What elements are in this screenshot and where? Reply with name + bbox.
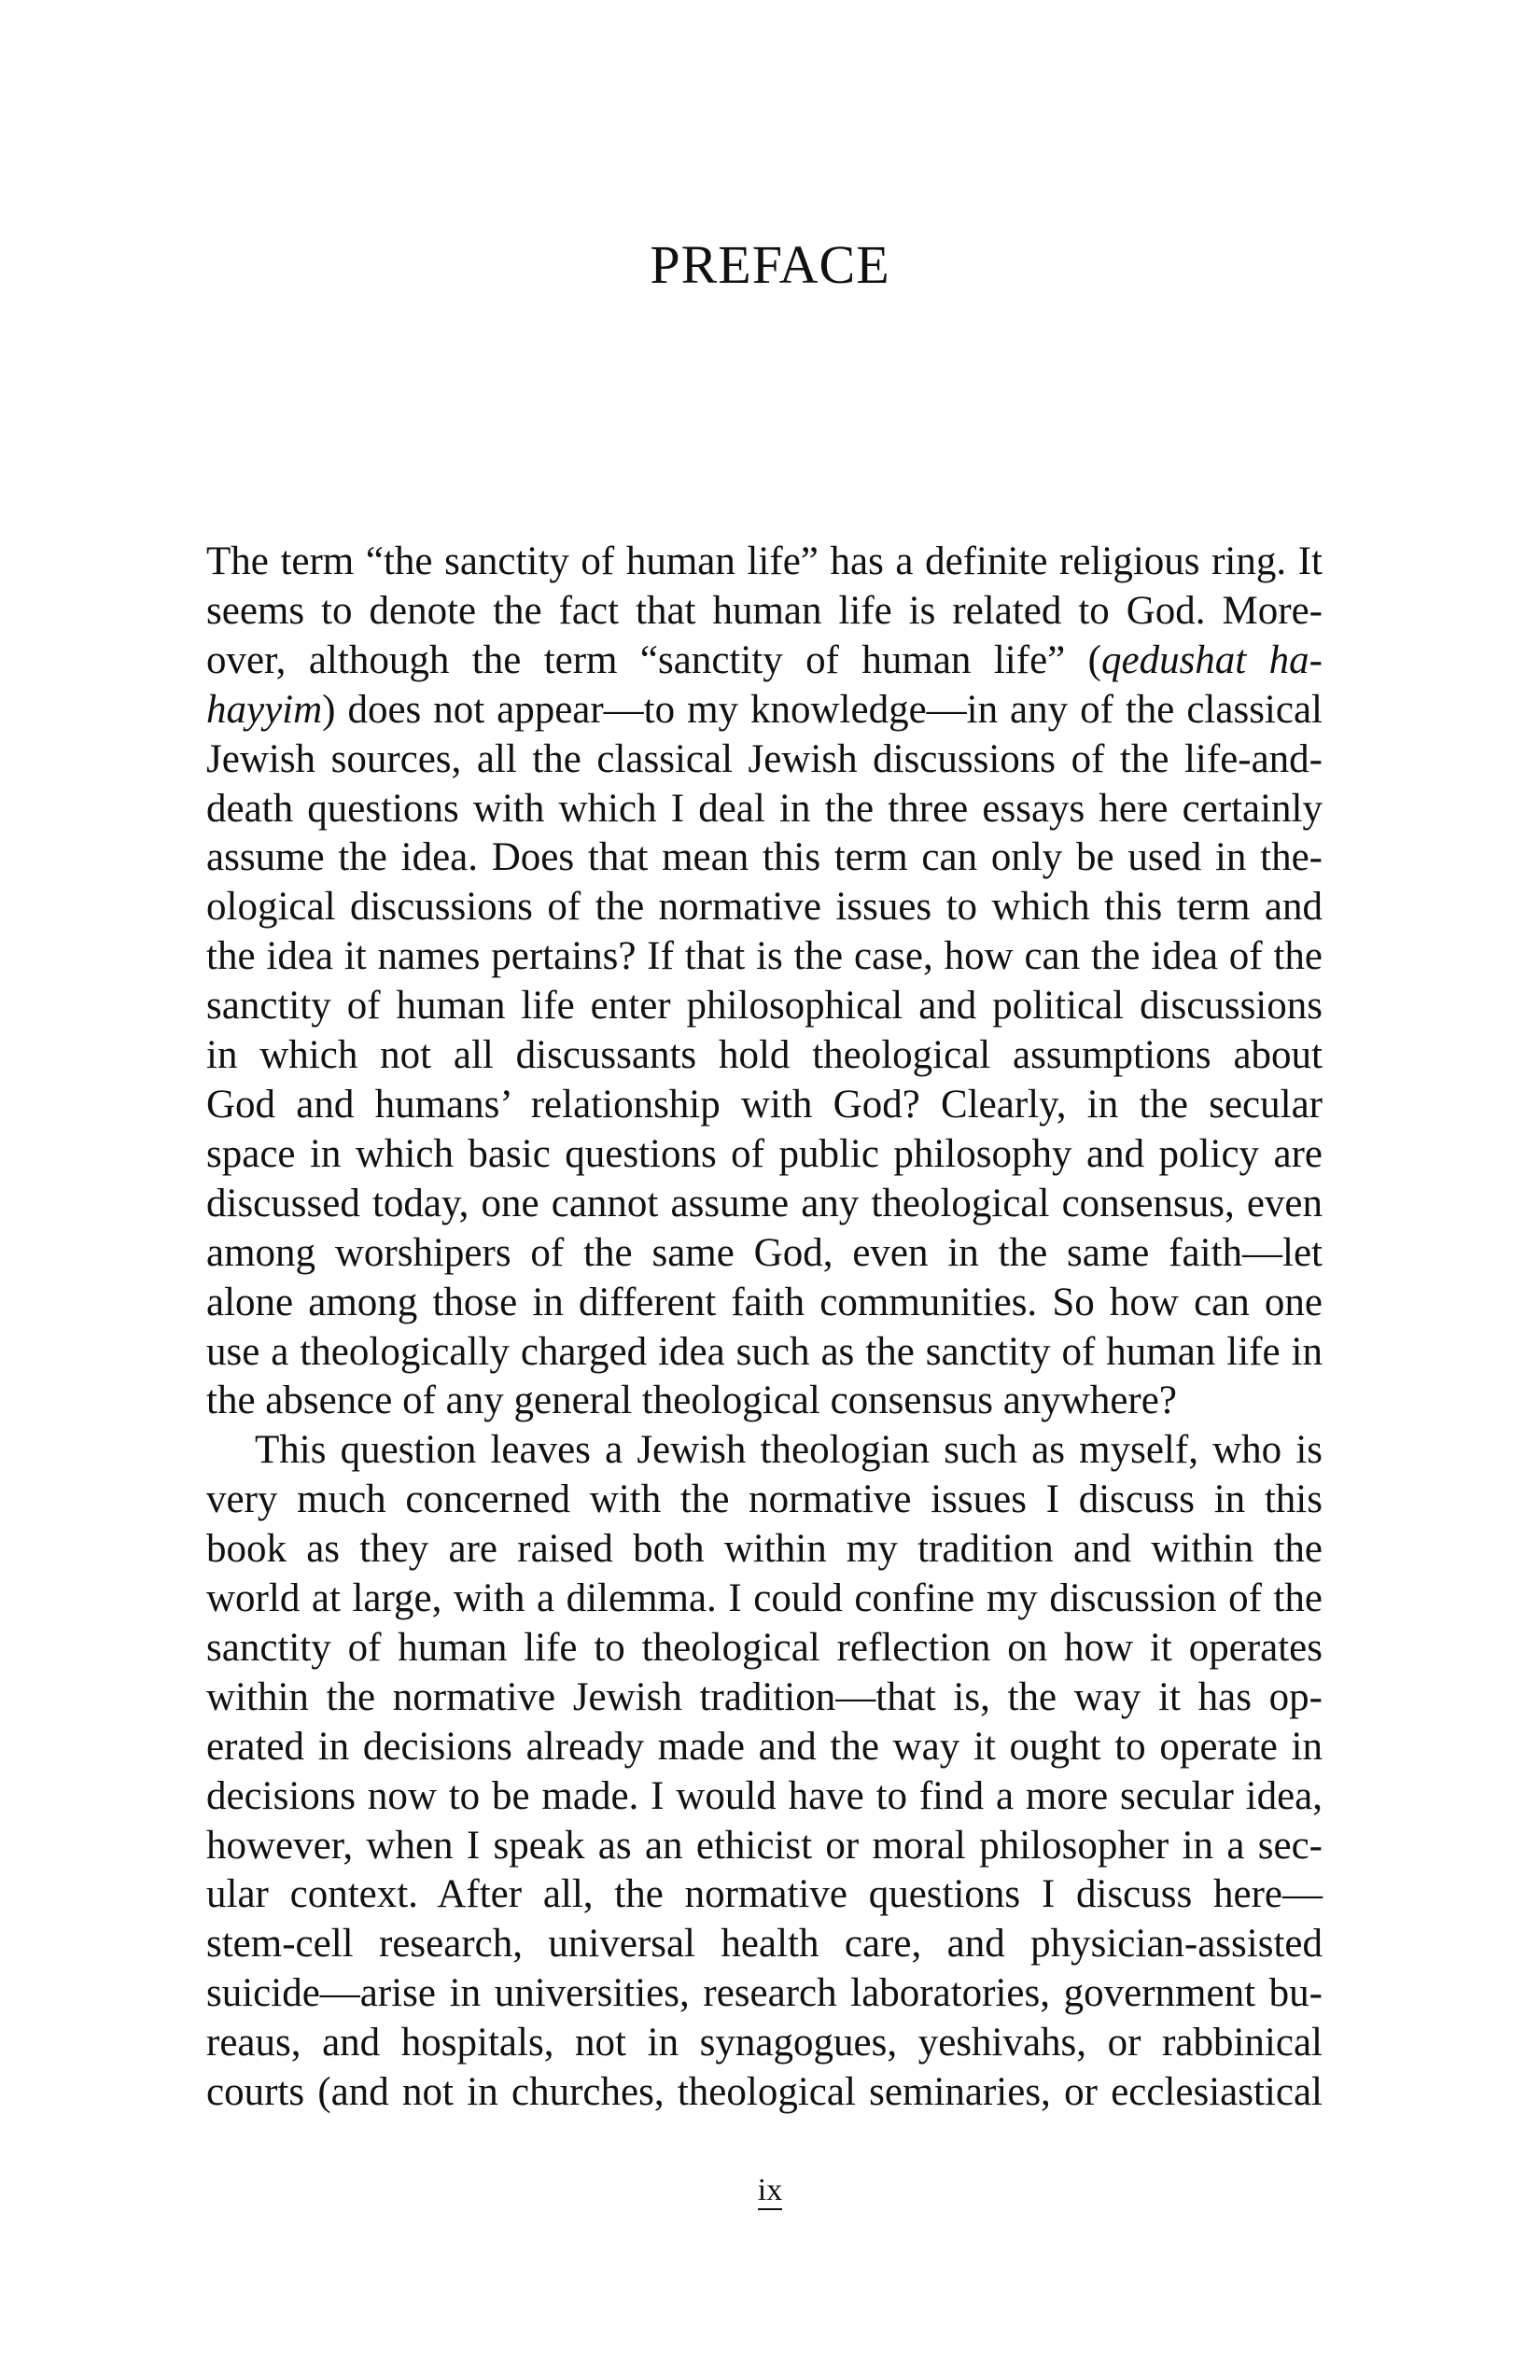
text-line: the absence of any general theological consensus anywhere? bbox=[206, 1379, 1177, 1423]
text-line: stem-cell research, universal health care, and physician-assisted bbox=[206, 1922, 1323, 1967]
text-line: world at large, with a dilemma. I could confine my discussion of the bbox=[206, 1576, 1323, 1621]
text-line: ological discussions of the normative issues to which this term and bbox=[206, 885, 1323, 930]
text-line: This question leaves a Jewish theologian such as myself, who is bbox=[255, 1428, 1323, 1473]
text-line: the idea it names pertains? If that is the case, how can the idea of the bbox=[206, 934, 1323, 979]
text-line: alone among those in different faith communities. So how can one bbox=[206, 1280, 1323, 1324]
text-line: space in which basic questions of public philosophy and policy are bbox=[206, 1131, 1323, 1176]
text-line: decisions now to be made. I would have to find a more secular idea, bbox=[206, 1773, 1323, 1818]
text-line: reaus, and hospitals, not in synagogues, yeshivahs, or rabbinical bbox=[206, 2021, 1323, 2065]
body-text bbox=[206, 538, 1323, 2118]
italic-term: hayyim bbox=[206, 687, 323, 732]
text-line: very much concerned with the normative issues I discuss in this bbox=[206, 1477, 1323, 1522]
text-line: discussed today, one cannot assume any theological consensus, even bbox=[206, 1181, 1323, 1225]
text-line: courts (and not in churches, theological seminaries, or ecclesiastical bbox=[206, 2070, 1323, 2115]
text-line: God and humans’ relationship with God? Clearly, in the secular bbox=[206, 1082, 1323, 1127]
italic-term: qedushat ha- bbox=[1100, 637, 1323, 682]
text-line: in which not all discussants hold theological assumptions about bbox=[206, 1033, 1323, 1078]
text-line: seems to denote the fact that human life is related to God. More- bbox=[206, 588, 1323, 633]
text-line: however, when I speak as an ethicist or moral philosopher in a sec- bbox=[206, 1823, 1323, 1868]
page-number bbox=[0, 2175, 1540, 2206]
text-line: among worshipers of the same God, even in the same faith—let bbox=[206, 1230, 1323, 1275]
text-line: Jewish sources, all the classical Jewish discussions of the life-and- bbox=[206, 736, 1323, 781]
text-line: use a theologically charged idea such as the sanctity of human life in bbox=[206, 1329, 1323, 1374]
text-line: suicide—arise in universities, research laboratories, government bu- bbox=[206, 1971, 1323, 2016]
text-line: ular context. After all, the normative questions I discuss here— bbox=[206, 1872, 1323, 1917]
text-line: erated in decisions already made and the way it ought to operate in bbox=[206, 1724, 1323, 1769]
text-line: hayyim) does not appear—to my knowledge—in any of the classical bbox=[206, 687, 1323, 732]
text-line: within the normative Jewish tradition—that is, the way it has op- bbox=[206, 1674, 1323, 1719]
text-line: assume the idea. Does that mean this term can only be used in the- bbox=[206, 835, 1323, 880]
text-line: over, although the term “sanctity of human life” (qedushat ha- bbox=[206, 637, 1323, 682]
text-line: sanctity of human life to theological reflection on how it operates bbox=[206, 1625, 1323, 1670]
page-number-text: ix bbox=[758, 2173, 782, 2210]
text-line: The term “the sanctity of human life” has a definite religious ring. It bbox=[206, 539, 1323, 583]
text-line: sanctity of human life enter philosophical and political discussions bbox=[206, 984, 1323, 1029]
text-line: death questions with which I deal in the three essays here certainly bbox=[206, 786, 1323, 831]
page-title: PREFACE bbox=[650, 234, 890, 295]
text-line: book as they are raised both within my tradition and within the bbox=[206, 1527, 1323, 1572]
